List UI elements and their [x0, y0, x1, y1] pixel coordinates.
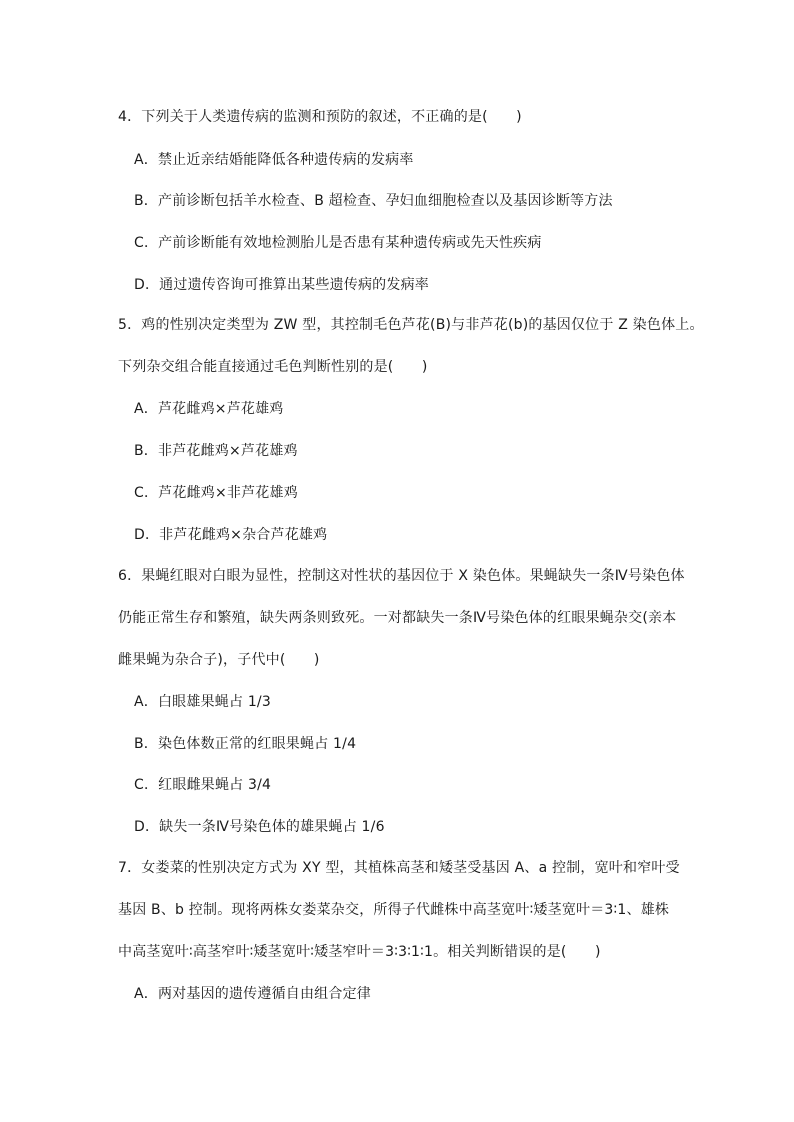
question-6-option-d: D．缺失一条Ⅳ号染色体的雄果蝇占 1/6: [134, 819, 385, 835]
question-5-option-a: A．芦花雌鸡×芦花雄鸡: [134, 401, 284, 417]
question-4-stem-line-1: 4．下列关于人类遗传病的监测和预防的叙述，不正确的是( ): [118, 109, 522, 125]
question-7-option-a: A．两对基因的遗传遵循自由组合定律: [134, 986, 371, 1002]
question-5-stem-line-1: 5．鸡的性别决定类型为 ZW 型，其控制毛色芦花(B)与非芦花(b)的基因仅位于 Z 染色体上。: [118, 317, 704, 333]
question-6-stem-line-1: 6．果蝇红眼对白眼为显性，控制这对性状的基因位于 X 染色体。果蝇缺失一条Ⅳ号染色体: [118, 568, 685, 584]
question-4-option-b: B．产前诊断包括羊水检查、B 超检查、孕妇血细胞检查以及基因诊断等方法: [134, 193, 613, 209]
question-7-stem-line-1: 7．女娄菜的性别决定方式为 XY 型，其植株高茎和矮茎受基因 A、a 控制，宽叶和窄叶受: [118, 860, 680, 876]
question-6-stem-line-3: 雌果蝇为杂合子)，子代中( ): [118, 652, 320, 668]
question-4-option-c: C．产前诊断能有效地检测胎儿是否患有某种遗传病或先天性疾病: [134, 235, 542, 251]
question-6-stem-line-2: 仍能正常生存和繁殖，缺失两条则致死。一对都缺失一条Ⅳ号染色体的红眼果蝇杂交(亲本: [118, 610, 677, 626]
question-7-stem-line-3: 中高茎宽叶∶高茎窄叶∶矮茎宽叶∶矮茎窄叶＝3∶3∶1∶1。相关判断错误的是( ): [118, 944, 601, 960]
question-6-option-c: C．红眼雌果蝇占 3/4: [134, 777, 272, 793]
question-7-stem-line-2: 基因 B、b 控制。现将两株女娄菜杂交，所得子代雌株中高茎宽叶∶矮茎宽叶＝3∶1、雄株: [118, 902, 670, 918]
question-6-option-b: B．染色体数正常的红眼果蝇占 1/4: [134, 736, 357, 752]
question-5-option-d: D．非芦花雌鸡×杂合芦花雄鸡: [134, 527, 328, 543]
question-4-option-d: D．通过遗传咨询可推算出某些遗传病的发病率: [134, 277, 429, 293]
question-4-option-a: A．禁止近亲结婚能降低各种遗传病的发病率: [134, 152, 414, 168]
question-5-stem-line-2: 下列杂交组合能直接通过毛色判断性别的是( ): [118, 359, 428, 375]
question-5-option-b: B．非芦花雌鸡×芦花雄鸡: [134, 443, 298, 459]
question-5-option-c: C．芦花雌鸡×非芦花雄鸡: [134, 485, 298, 501]
question-6-option-a: A．白眼雄果蝇占 1/3: [134, 694, 271, 710]
